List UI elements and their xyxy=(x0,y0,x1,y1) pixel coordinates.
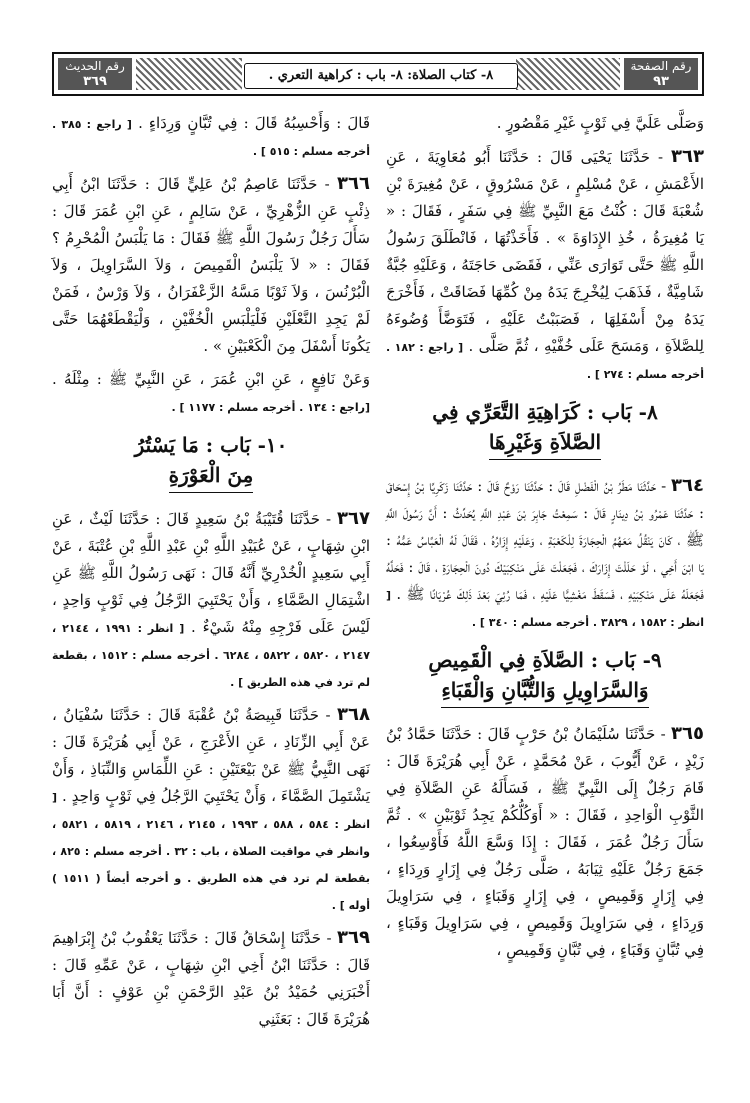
hadith-number-label: رقم الحديث xyxy=(65,59,125,73)
hadith-number: ٣٦٣ xyxy=(671,146,704,167)
hadith-text: - حَدَّثَنَا عَاصِمُ بْنُ عَلِيٍّ قَالَ : حَدَّثَنَا ابْنُ أَبِي ذِئْبٍ عَنِ الزُّهْرِيِّ ، عَنْ سَالِمٍ ، عَنِ ابْنِ عُمَرَ قَالَ : سَأَلَ رَجُلٌ رَسُولَ اللَّهِ ﷺ فَقَالَ : مَا يَلْبَسُ الْمُحْرِمُ ؟ فَقَالَ : « لاَ يَلْبَسُ الْقَمِيصَ ، وَلاَ السَّرَاوِيلَ ، وَلاَ الْبُرْنُسَ ، وَلاَ ثَوْبًا مَسَّهُ الزَّعْفَرَانُ ، وَلاَ وَرْسٌ ، فَمَنْ لَمْ يَجِدِ النَّعْلَيْنِ فَلْيَلْبَسِ الْخُفَّيْنِ ، وَلْيَقْطَعْهُمَا حَتَّى يَكُونَا أَسْفَلَ مِنَ الْكَعْبَيْنِ » . xyxy=(52,175,370,355)
chapter-heading-line: مِنَ الْعَوْرَةِ xyxy=(169,460,254,493)
chapter-heading-9 xyxy=(386,645,704,708)
hadith-number: ٣٦٦ xyxy=(337,173,370,194)
hadith-text: - حَدَّثَنَا يَحْيَى قَالَ : حَدَّثَنَا أَبُو مُعَاوِيَةَ ، عَنِ الأَعْمَشِ ، عَنْ مُسْلِمٍ ، عَنْ مَسْرُوقٍ ، عَنْ مُغِيرَةَ بْنِ شُعْبَةَ قَالَ : كُنْتُ مَعَ النَّبِيِّ ﷺ فِي سَفَرٍ ، فَقَالَ : « يَا مُغِيرَةُ ، خُذِ الإِدَاوَةَ » . فَأَخَذْتُهَا ، فَانْطَلَقَ رَسُولُ اللَّهِ ﷺ حَتَّى تَوَارَى عَنِّي ، فَقَضَى حَاجَتَهُ ، وَعَلَيْهِ جُبَّةٌ شَامِيَّةٌ ، فَذَهَبَ لِيُخْرِجَ يَدَهُ مِنْ كُمِّهَا فَضَاقَتْ ، فَأَخْرَجَ يَدَهُ مِنْ أَسْفَلِهَا ، فَصَبَبْتُ عَلَيْهِ ، فَتَوَضَّأَ وُضُوءَهُ لِلصَّلاَةِ ، وَمَسَحَ عَلَى خُفَّيْهِ ، ثُمَّ صَلَّى . xyxy=(386,148,704,355)
chapter-heading-line: الصَّلاَةِ وَغَيْرِهَا xyxy=(489,427,601,460)
hadith-369 xyxy=(52,924,370,1033)
hadith-number-box xyxy=(58,58,132,90)
page-number: ٩٣ xyxy=(653,74,669,89)
chapter-heading-8 xyxy=(386,397,704,460)
paragraph-text: قَالَ : وَأَحْسِبُهُ قَالَ : فِي تُبَّانٍ وَرِدَاءٍ . xyxy=(138,114,370,132)
hadith-text: - حَدَّثَنَا سُلَيْمَانُ بْنُ حَرْبٍ قَالَ : حَدَّثَنَا حَمَّادُ بْنُ زَيْدٍ ، عَنْ أَيُّوبَ ، عَنْ مُحَمَّدٍ ، عَنْ أَبِي هُرَيْرَةَ قَالَ : قَامَ رَجُلٌ إِلَى النَّبِيِّ ﷺ ، فَسَأَلَهُ عَنِ الصَّلاَةِ فِي الثَّوْبِ الْوَاحِدِ ، فَقَالَ : « أَوَكُلُّكُمْ يَجِدُ ثَوْبَيْنِ » . ثُمَّ سَأَلَ رَجُلٌ عُمَرَ ، فَقَالَ : إِذَا وَسَّعَ اللَّهُ فَأَوْسِعُوا ، جَمَعَ رَجُلٌ عَلَيْهِ ثِيَابَهُ ، صَلَّى رَجُلٌ فِي إِزَارٍ وَرِدَاءٍ ، فِي إِزَارٍ وَقَمِيصٍ ، فِي إِزَارٍ وَقَبَاءٍ ، فِي سَرَاوِيلَ وَرِدَاءٍ ، فِي سَرَاوِيلَ وَقَمِيصٍ ، فِي سَرَاوِيلَ وَقَبَاءٍ ، فِي تُبَّانٍ وَقَبَاءٍ ، فِي تُبَّانٍ وَقَمِيصٍ ، xyxy=(386,725,704,959)
hadith-text: - حَدَّثَنَا قَبِيصَةُ بْنُ عُقْبَةَ قَالَ : حَدَّثَنَا سُفْيَانُ ، عَنْ أَبِي الزِّنَادِ ، عَنِ الأَعْرَجِ ، عَنْ أَبِي هُرَيْرَةَ قَالَ : نَهَى النَّبِيُّ ﷺ عَنْ بَيْعَتَيْنِ : عَنِ اللِّمَاسِ وَالنِّبَاذِ ، وَأَنْ يَشْتَمِلَ الصَّمَّاءَ ، وَأَنْ يَحْتَبِيَ الرَّجُلُ فِي ثَوْبٍ وَاحِدٍ . xyxy=(52,706,370,805)
chapter-heading-line: وَالسَّرَاوِيلِ وَالتُّبَّانِ وَالْقَبَاءِ xyxy=(441,675,648,708)
hadith-368 xyxy=(52,701,370,918)
hadith-366 xyxy=(52,170,370,360)
header-title: ٨- كتاب الصلاة: ٨- باب : كراهية التعري . xyxy=(244,63,518,89)
chapter-heading-line: ١٠- بَاب : مَا يَسْتُرُ xyxy=(134,433,288,457)
hadith-reference: [ انظر : ٥٨٤ ، ٥٨٨ ، ١٩٩٣ ، ٢١٤٥ ، ٢١٤٦ ، ٥٨١٩ ، ٥٨٢١ ، وانظر في مواقيت الصلاة ، باب : ٣٢ . أخرجه مسلم : ٨٢٥ ، بقطعة لم ترد في هذه الطريق . و أخرجه أيضاً ( ١٥١١ ) أوله ] . xyxy=(52,791,371,912)
hadith-reference: [راجع : ١٣٤ . أخرجه مسلم : ١١٧٧ ] . xyxy=(171,401,370,414)
hadith-text: - حَدَّثَنَا قُتَيْبَةُ بْنُ سَعِيدٍ قَالَ : حَدَّثَنَا لَيْثٌ ، عَنِ ابْنِ شِهَابٍ ، عَنْ عُبَيْدِ اللَّهِ بْنِ عَبْدِ اللَّهِ بْنِ عُتْبَةَ ، عَنْ أَبِي سَعِيدٍ الْخُدْرِيِّ أَنَّهُ قَالَ : نَهَى رَسُولُ اللَّهِ ﷺ عَنِ اشْتِمَالِ الصَّمَّاءِ ، وَأَنْ يَحْتَبِيَ الرَّجُلُ فِي ثَوْبٍ وَاحِدٍ ، لَيْسَ عَلَى فَرْجِهِ مِنْهُ شَيْءٌ . xyxy=(52,510,370,636)
hadith-reference: [ راجع : ٣٨٥ . أخرجه مسلم : ٥١٥ ] . xyxy=(52,118,370,158)
hadith-367 xyxy=(52,505,370,695)
hadith-text: - حَدَّثَنَا مَطَرُ بْنُ الْفَضْلِ قَالَ : حَدَّثَنَا رَوْحٌ قَالَ : حَدَّثَنَا زَكَرِيَّا بْنُ إِسْحَاقَ : حَدَّثَنَا عَمْرُو بْنُ دِينَارٍ قَالَ : سَمِعْتُ جَابِرَ بْنَ عَبْدِ اللَّهِ يُحَدِّثُ : أَنَّ رَسُولَ اللَّهِ ﷺ ، كَانَ يَنْقُلُ مَعَهُمُ الْحِجَارَةَ لِلْكَعْبَةِ ، وَعَلَيْهِ إِزَارُهُ ، فَقَالَ لَهُ الْعَبَّاسُ عَمُّهُ : يَا ابْنَ أَخِي ، لَوْ حَلَلْتَ إِزَارَكَ ، فَجَعَلْتَ عَلَى مَنْكِبَيْكَ دُونَ الْحِجَارَةِ ، قَالَ : فَحَلَّهُ فَجَعَلَهُ عَلَى مَنْكِبَيْهِ ، فَسَقَطَ مَغْشِيًّا عَلَيْهِ ، فَمَا رُئِيَ بَعْدَ ذَلِكَ عُرْيَانًا ﷺ . xyxy=(386,477,704,603)
paragraph xyxy=(52,110,370,164)
header-ornament-left xyxy=(136,58,242,90)
hadith-363 xyxy=(386,143,704,387)
hadith-number: ٣٦٨ xyxy=(337,704,370,725)
hadith-number: ٣٦٧ xyxy=(337,508,370,529)
hadith-number: ٣٦٤ xyxy=(671,475,704,496)
hadith-text: وَعَنْ نَافِعٍ ، عَنِ ابْنِ عُمَرَ ، عَنِ النَّبِيِّ ﷺ : مِثْلَهُ . xyxy=(52,370,370,388)
chapter-heading-10 xyxy=(52,430,370,493)
hadith-366-addendum xyxy=(52,366,370,420)
chapter-heading-line: ٩- بَاب : الصَّلاَةِ فِي الْقَمِيصِ xyxy=(428,648,662,672)
chapter-heading-line: ٨- بَاب : كَرَاهِيَةِ التَّعَرِّي فِي xyxy=(432,400,658,424)
right-column xyxy=(386,110,704,1080)
hadith-364 xyxy=(386,472,704,635)
paragraph: وَصَلَّى عَلَيَّ فِي ثَوْبٍ غَيْرِ مَقْصُورٍ . xyxy=(496,114,704,132)
page-number-box xyxy=(624,58,698,90)
hadith-text: - حَدَّثَنَا إِسْحَاقُ قَالَ : حَدَّثَنَا يَعْقُوبُ بْنُ إِبْرَاهِيمَ قَالَ : حَدَّثَنَا ابْنُ أَخِي ابْنِ شِهَابٍ ، عَنْ عَمِّهِ قَالَ : أَخْبَرَنِي حُمَيْدُ بْنُ عَبْدِ الرَّحْمَنِ بْنِ عَوْفٍ : أَنَّ أَبَا هُرَيْرَةَ قَالَ : بَعَثَنِي xyxy=(52,929,370,1028)
hadith-number: ٣٦٩ xyxy=(83,74,107,89)
header-ornament-right xyxy=(516,58,620,90)
hadith-number: ٣٦٩ xyxy=(337,927,370,948)
hadith-reference: [ انظر : ١٥٨٢ ، ٣٨٢٩ . أخرجه مسلم : ٣٤٠ ] . xyxy=(386,589,704,629)
book-page xyxy=(52,52,704,1082)
page-number-label: رقم الصفحة xyxy=(630,59,692,73)
left-column xyxy=(52,110,370,1080)
hadith-365 xyxy=(386,720,704,964)
hadith-number: ٣٦٥ xyxy=(671,723,704,744)
hadith-reference: [ انظر : ١٩٩١ ، ٢١٤٤ ، ٢١٤٧ ، ٥٨٢٠ ، ٥٨٢٢ ، ٦٢٨٤ . أخرجه مسلم : ١٥١٢ ، بقطعة لم ترد في هذه الطريق ] . xyxy=(52,622,371,689)
hadith-reference: [ راجع : ١٨٢ . أخرجه مسلم : ٢٧٤ ] . xyxy=(386,341,704,381)
page-header xyxy=(52,52,704,96)
